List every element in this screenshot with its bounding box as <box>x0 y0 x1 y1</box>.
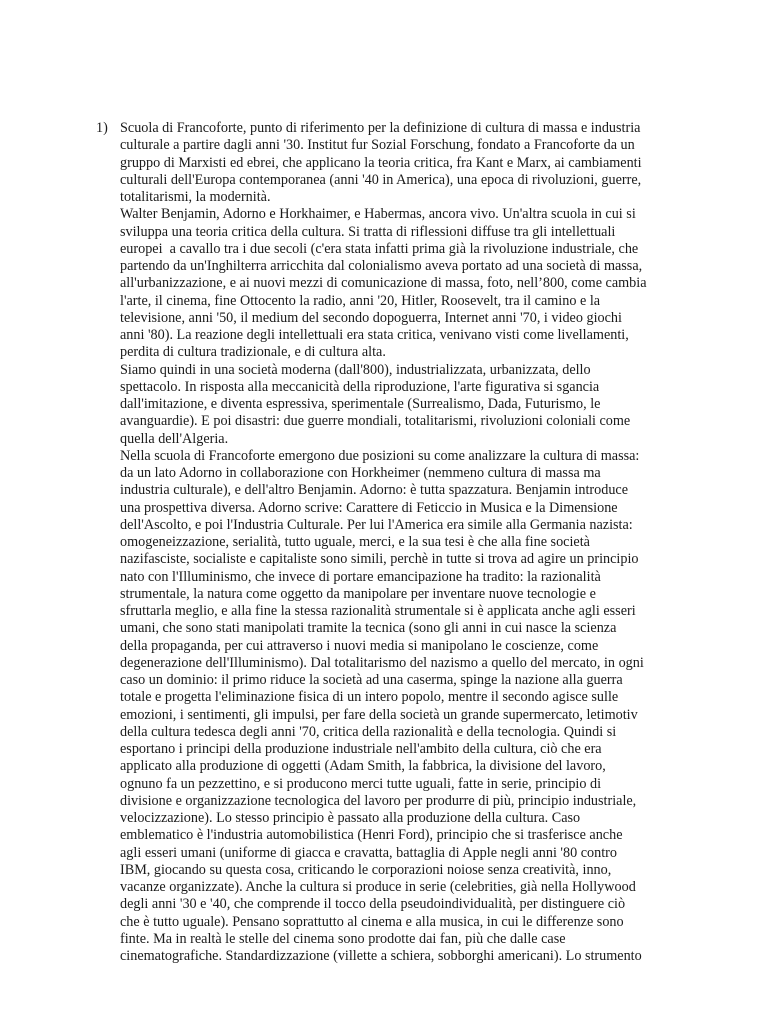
text-line: Nella scuola di Francoforte emergono due posizioni su come analizzare la cultura di massa: <box>120 447 640 464</box>
text-line: divisione e organizzazione tecnologica del lavoro per produrre di più, principio industriale, <box>120 792 637 809</box>
text-line: della cultura tedesca degli anni '70, critica della razionalità e della tecnologia. Quindi si <box>120 723 617 740</box>
text-line: Siamo quindi in una società moderna (dall'800), industrializzata, urbanizzata, dello <box>120 361 591 378</box>
text-line: dall'imitazione, e diventa espressiva, sperimentale (Surrealismo, Dada, Futurismo, le <box>120 396 601 412</box>
text-line: sfruttarla meglio, e alla fine la stessa razionalità strumentale si è applicata anche agli esseri <box>120 603 636 619</box>
text-line: degenerazione dell'Illuminismo). Dal totalitarismo del nazismo a quello del mercato, in ogni <box>120 654 644 671</box>
text-line: della propaganda, per cui attraverso i nuovi media si manipolano le coscienze, come <box>120 637 599 654</box>
text-line: umani, che sono stati manipolati tramite la tecnica (sono gli anni in cui nasce la scienza <box>120 620 617 637</box>
text-line: omogeneizzazione, serialità, tutto uguale, merci, e la sua tesi è che alla fine società <box>120 534 590 550</box>
text-line: da un lato Adorno in collaborazione con Horkheimer (nemmeno cultura di massa ma <box>120 465 601 481</box>
list-number: 1) <box>96 120 108 136</box>
text-line: emblematico è l'industria automobilistica (Henri Ford), principio che si trasferisce anche <box>120 827 623 844</box>
text-line: degli anni '30 e '40, che comprende il tocco della pseudoindividualità, per distinguere ciò <box>120 896 626 913</box>
text-line: televisione, anni '50, il medium del secondo dopoguerra, Internet anni '70, i video giochi <box>120 309 622 326</box>
text-line: nazifasciste, socialiste e capitaliste sono simili, perchè in tutte si trova ad agire un principio <box>120 551 639 568</box>
text-line: velocizzazione). Lo stesso principio è passato alla produzione della cultura. Caso <box>120 810 581 826</box>
text-line: totalitarismi, la modernità. <box>120 189 271 205</box>
text-line: strumentale, la natura come oggetto da manipolare per inventare nuove tecnologie e <box>120 585 596 602</box>
text-line: caso un dominio: il primo riduce la società ad una caserma, spinge la nazione alla guerra <box>120 672 623 688</box>
text-line: vacanze organizzate). Anche la cultura si produce in serie (celebrities, già nella Hollywood <box>120 879 636 895</box>
text-line: una prospettiva diversa. Adorno scrive: Carattere di Feticcio in Musica e la Dimensione <box>120 499 618 516</box>
text-line: ognuno fa un pezzettino, e si producono merci tutte uguali, fatte in serie, principio di <box>120 775 602 792</box>
text-line: esportano i principi della produzione industriale nell'ambito della cultura, ciò che era <box>120 741 602 757</box>
text-line: totale e progetta l'eliminazione fisica di un intero popolo, mentre il secondo agisce sulle <box>120 689 619 706</box>
text-line: industria culturale), e dell'altro Benjamin. Adorno: è tutta spazzatura. Benjamin introduce <box>120 482 629 499</box>
text-line: anni '80). La reazione degli intellettuali era stata critica, venivano visti come livellamenti, <box>120 327 629 343</box>
text-line: applicato alla produzione di oggetti (Adam Smith, la fabbrica, la divisione del lavoro, <box>120 758 606 775</box>
text-line: IBM, giocando su questa cosa, criticando le corporazioni noiose senza creatività, inno, <box>120 861 612 878</box>
text-line: finte. Ma in realtà le stelle del cinema sono prodotte dai fan, più che dalle case <box>120 930 566 947</box>
text-line: quella dell'Algeria. <box>120 430 229 447</box>
text-line: agli esseri umani (uniforme di giacca e cravatta, battaglia di Apple negli anni '80 contro <box>120 844 617 861</box>
text-line: spettacolo. In risposta alla meccanicità della riproduzione, l'arte figurativa si sgancia <box>120 378 600 395</box>
text-line: Walter Benjamin, Adorno e Horkhaimer, e Habermas, ancora vivo. Un'altra scuola in cui si <box>120 206 636 223</box>
text-line: europei a cavallo tra i due secoli (c'era stata infatti prima già la rivoluzione industriale, che <box>120 240 639 257</box>
text-line: cinematografiche. Standardizzazione (villette a schiera, sobborghi americani). Lo strumento <box>120 948 642 964</box>
text-line: culturali dell'Europa contemporanea (anni '40 in America), una epoca di rivoluzioni, guerre, <box>120 171 642 188</box>
text-line: sviluppa una teoria critica della cultura. Si tratta di riflessioni diffuse tra gli intellettuali <box>120 223 616 240</box>
text-line: che è tutto uguale). Pensano soprattutto al cinema e alla musica, in cui le differenze sono <box>120 913 624 930</box>
text-line: emozioni, i sentimenti, gli impulsi, per fare della società un grande supermercato, letimotiv <box>120 706 638 723</box>
text-line: partendo da un'Inghilterra arricchita dal colonialismo aveva portato ad una società di massa, <box>120 258 643 274</box>
text-line: perdita di cultura tradizionale, e di cultura alta. <box>120 344 386 361</box>
text-line: avanguardie). E poi disastri: due guerre mondiali, totalitarismi, rivoluzioni coloniali come <box>120 413 631 430</box>
text-line: gruppo di Marxisti ed ebrei, che applicano la teoria critica, fra Kant e Marx, ai cambiamenti <box>120 154 642 171</box>
text-line: Scuola di Francoforte, punto di riferimento per la definizione di cultura di massa e industria <box>120 120 641 136</box>
text-line: nato con l'Illuminismo, che invece di portare emancipazione ha tradito: la razionalità <box>120 568 601 585</box>
text-line: l'arte, il cinema, fine Ottocento la radio, anni '20, Hitler, Roosevelt, tra il camino e la <box>120 292 601 309</box>
text-line: dell'Ascolto, e poi l'Industria Culturale. Per lui l'America era simile alla Germania nazista: <box>120 516 633 533</box>
text-line: all'urbanizzazione, e ai nuovi mezzi di comunicazione di massa, foto, nell’800, come cambia <box>120 275 647 292</box>
text-line: culturale a partire dagli anni '30. Institut fur Sozial Forschung, fondato a Francoforte da un <box>120 137 635 154</box>
document-body <box>120 120 700 965</box>
